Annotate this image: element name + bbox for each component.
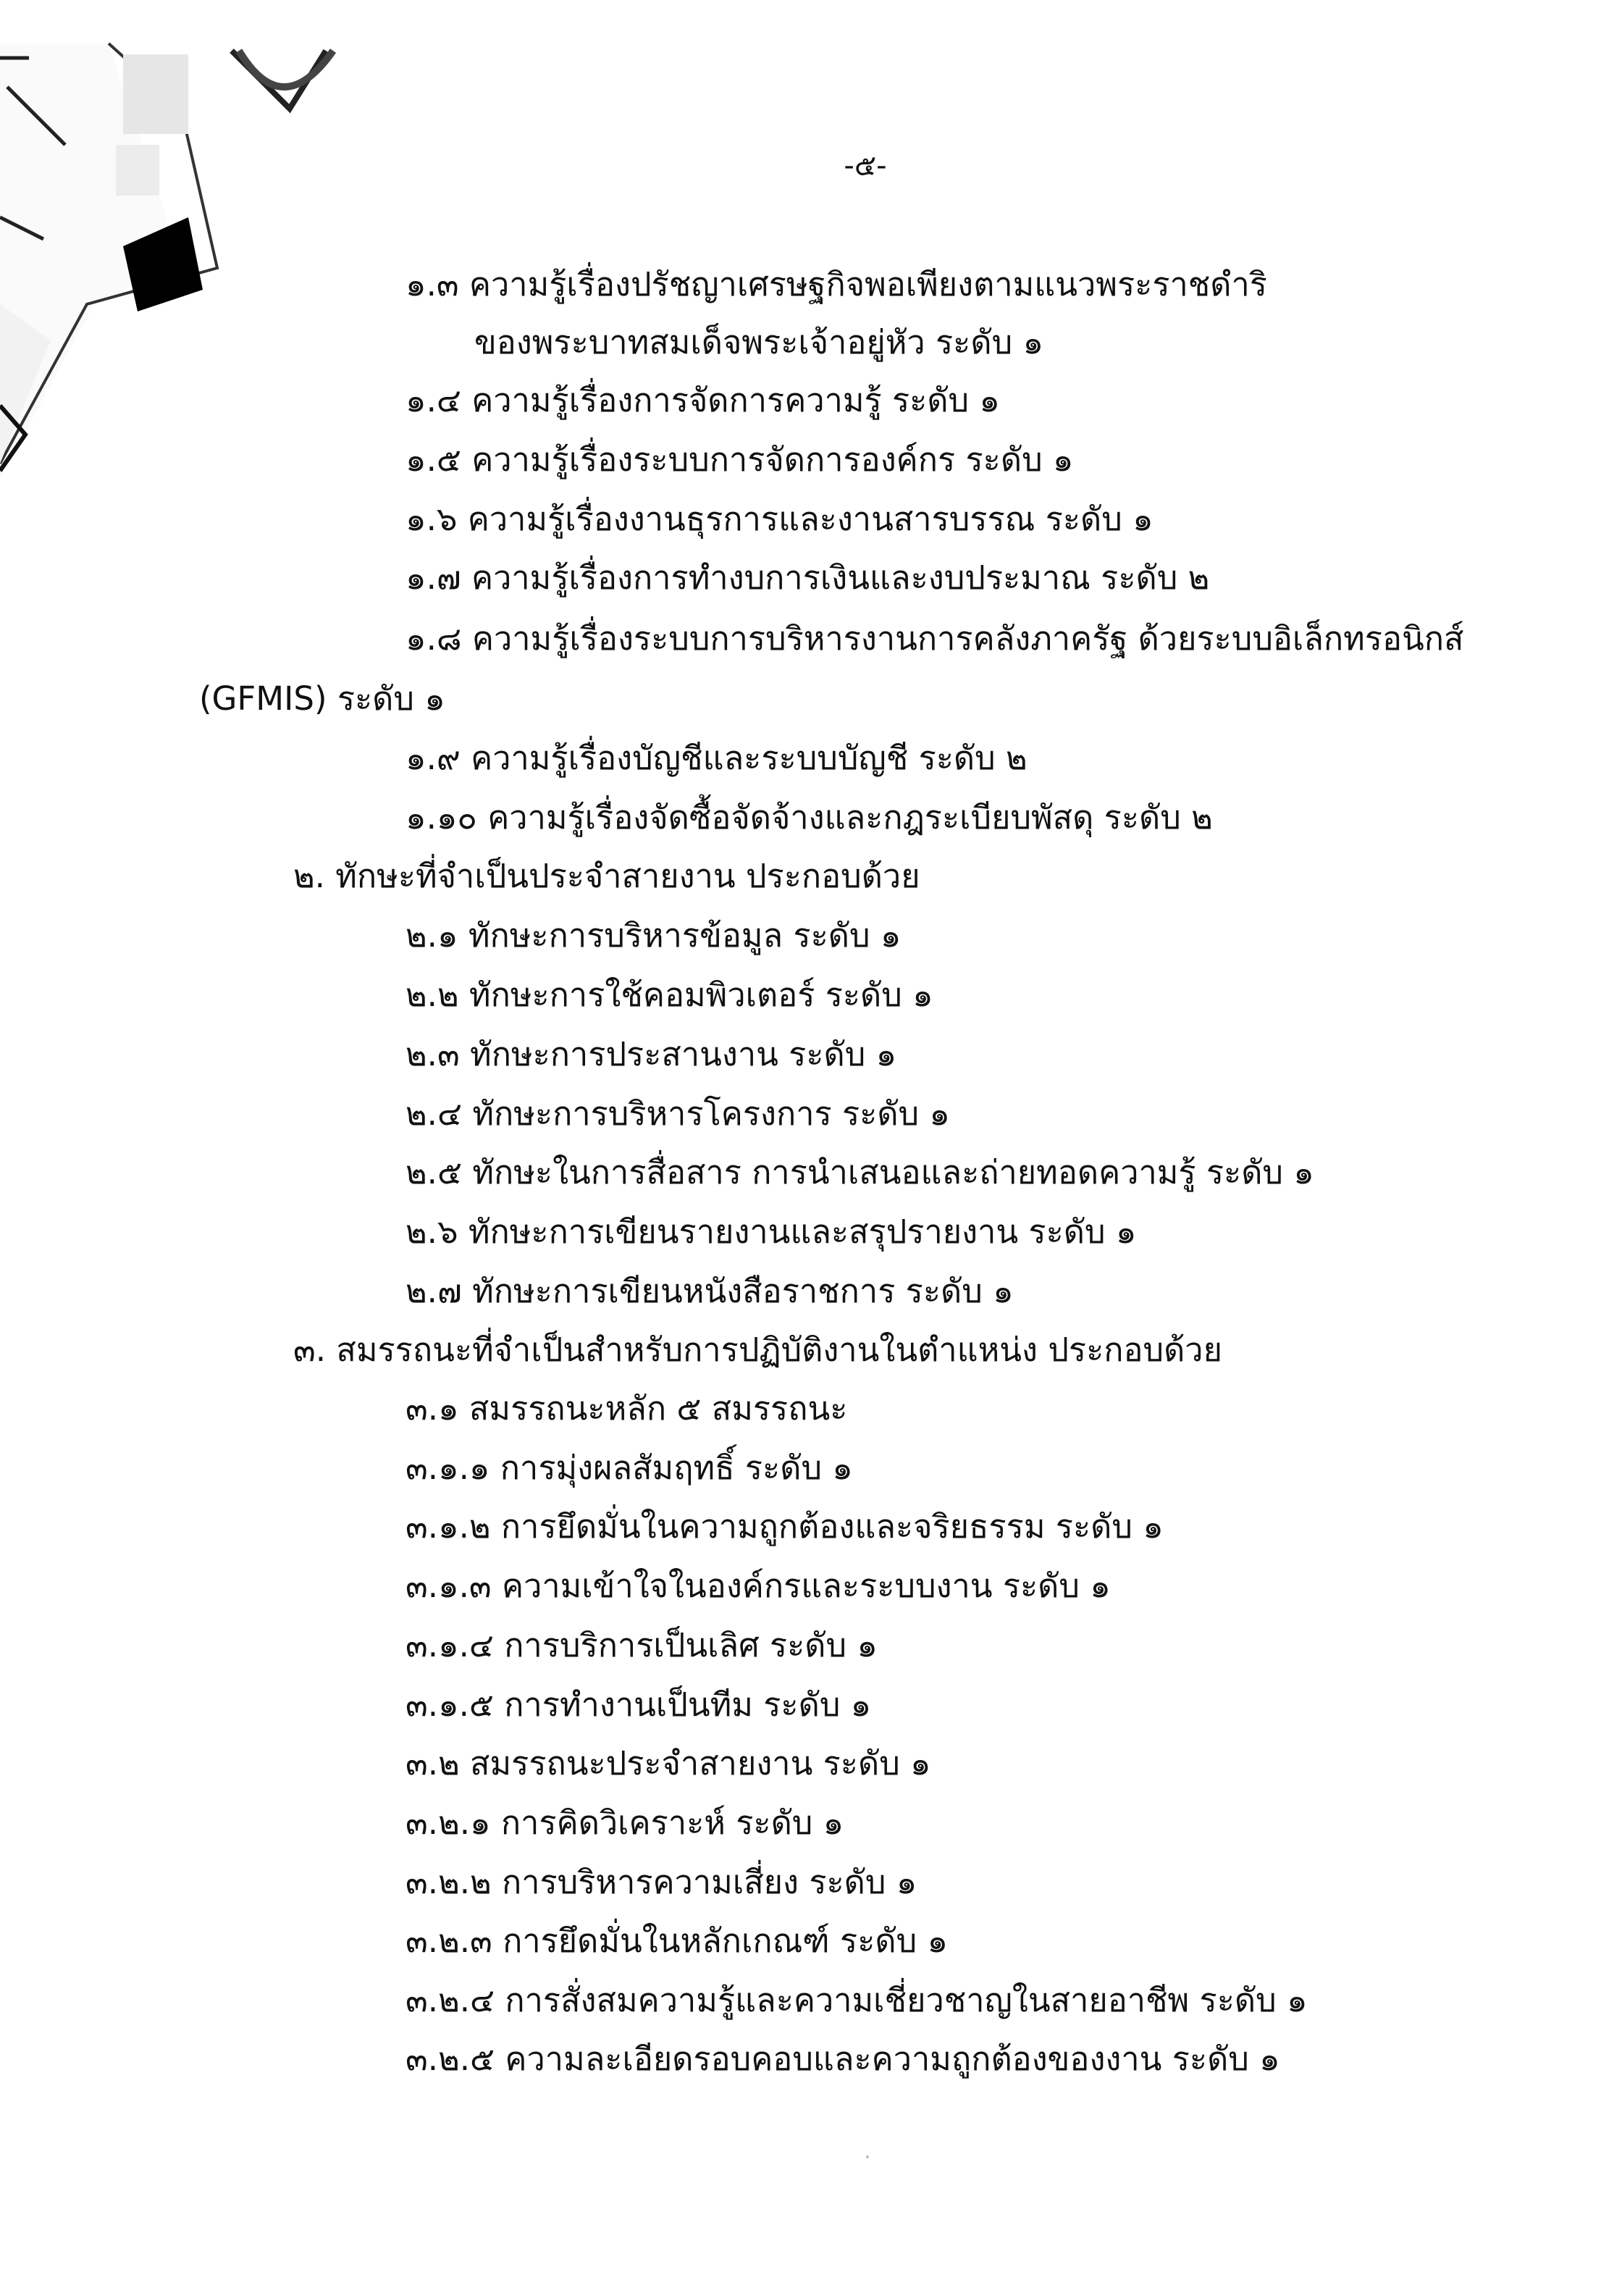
list-item: ๒.๗ ทักษะการเขียนหนังสือราชการ ระดับ ๑ [406, 1272, 1014, 1310]
list-item: ๓.๑.๕ การทำงานเป็นทีม ระดับ ๑ [406, 1685, 872, 1724]
list-item: ๒.๒ ทักษะการใช้คอมพิวเตอร์ ระดับ ๑ [406, 976, 933, 1014]
list-item: ๓.๑ สมรรถนะหลัก ๕ สมรรถนะ [406, 1389, 848, 1428]
list-item: ๑.๙ ความรู้เรื่องบัญชีและระบบบัญชี ระดับ ๒ [406, 739, 1028, 777]
list-item: ๑.๔ ความรู้เรื่องการจัดการความรู้ ระดับ ๑ [406, 381, 1000, 419]
list-item: ๒.๑ ทักษะการบริหารข้อมูล ระดับ ๑ [406, 916, 902, 955]
list-item: ๓.๒ สมรรถนะประจำสายงาน ระดับ ๑ [406, 1744, 931, 1782]
scan-artifact [0, 0, 377, 478]
list-item: ๑.๑๐ ความรู้เรื่องจัดซื้อจัดจ้างและกฎระเบียบพัสดุ ระดับ ๒ [406, 798, 1213, 837]
list-item: ๑.๕ ความรู้เรื่องระบบการจัดการองค์กร ระดับ ๑ [406, 440, 1074, 479]
section-heading: ๒. ทักษะที่จำเป็นประจำสายงาน ประกอบด้วย [293, 857, 920, 895]
list-item: ของพระบาทสมเด็จพระเจ้าอยู่หัว ระดับ ๑ [474, 323, 1044, 361]
list-item: ๒.๕ ทักษะในการสื่อสาร การนำเสนอและถ่ายทอดความรู้ ระดับ ๑ [406, 1153, 1314, 1191]
list-item: ๒.๖ ทักษะการเขียนรายงานและสรุปรายงาน ระดับ ๑ [406, 1212, 1137, 1251]
list-item: (GFMIS) ระดับ ๑ [199, 679, 445, 718]
list-item: ๑.๗ ความรู้เรื่องการทำงบการเงินและงบประมาณ ระดับ ๒ [406, 558, 1210, 597]
list-item: ๓.๒.๓ การยึดมั่นในหลักเกณฑ์ ระดับ ๑ [406, 1922, 949, 1960]
section-heading: ๓. สมรรถนะที่จำเป็นสำหรับการปฏิบัติงานในตำแหน่ง ประกอบด้วย [293, 1331, 1222, 1369]
list-item: ๒.๓ ทักษะการประสานงาน ระดับ ๑ [406, 1035, 897, 1073]
list-item: ๓.๑.๒ การยึดมั่นในความถูกต้องและจริยธรรม ระดับ ๑ [406, 1507, 1164, 1546]
page-number: -๕- [844, 149, 887, 183]
list-item: ๓.๒.๒ การบริหารความเสี่ยง ระดับ ๑ [406, 1863, 917, 1901]
list-item: ๑.๓ ความรู้เรื่องปรัชญาเศรษฐกิจพอเพียงตามแนวพระราชดำริ [406, 265, 1267, 303]
list-item: ๓.๑.๓ ความเข้าใจในองค์กรและระบบงาน ระดับ ๑ [406, 1567, 1111, 1605]
list-item: ๓.๑.๑ การมุ่งผลสัมฤทธิ์ ระดับ ๑ [406, 1449, 853, 1487]
list-item: ๑.๘ ความรู้เรื่องระบบการบริหารงานการคลังภาครัฐ ด้วยระบบอิเล็กทรอนิกส์ [406, 619, 1464, 658]
list-item: ๓.๒.๑ การคิดวิเคราะห์ ระดับ ๑ [406, 1803, 844, 1842]
list-item: ๒.๔ ทักษะการบริหารโครงการ ระดับ ๑ [406, 1094, 950, 1133]
list-item: ๓.๒.๔ การสั่งสมความรู้และความเชี่ยวชาญในสายอาชีพ ระดับ ๑ [406, 1981, 1308, 2019]
list-item: ๑.๖ ความรู้เรื่องงานธุรการและงานสารบรรณ ระดับ ๑ [406, 500, 1154, 538]
list-item: ๓.๑.๔ การบริการเป็นเลิศ ระดับ ๑ [406, 1626, 878, 1664]
list-item: ๓.๒.๕ ความละเอียดรอบคอบและความถูกต้องของงาน ระดับ ๑ [406, 2040, 1280, 2078]
scan-speck [866, 2155, 869, 2158]
